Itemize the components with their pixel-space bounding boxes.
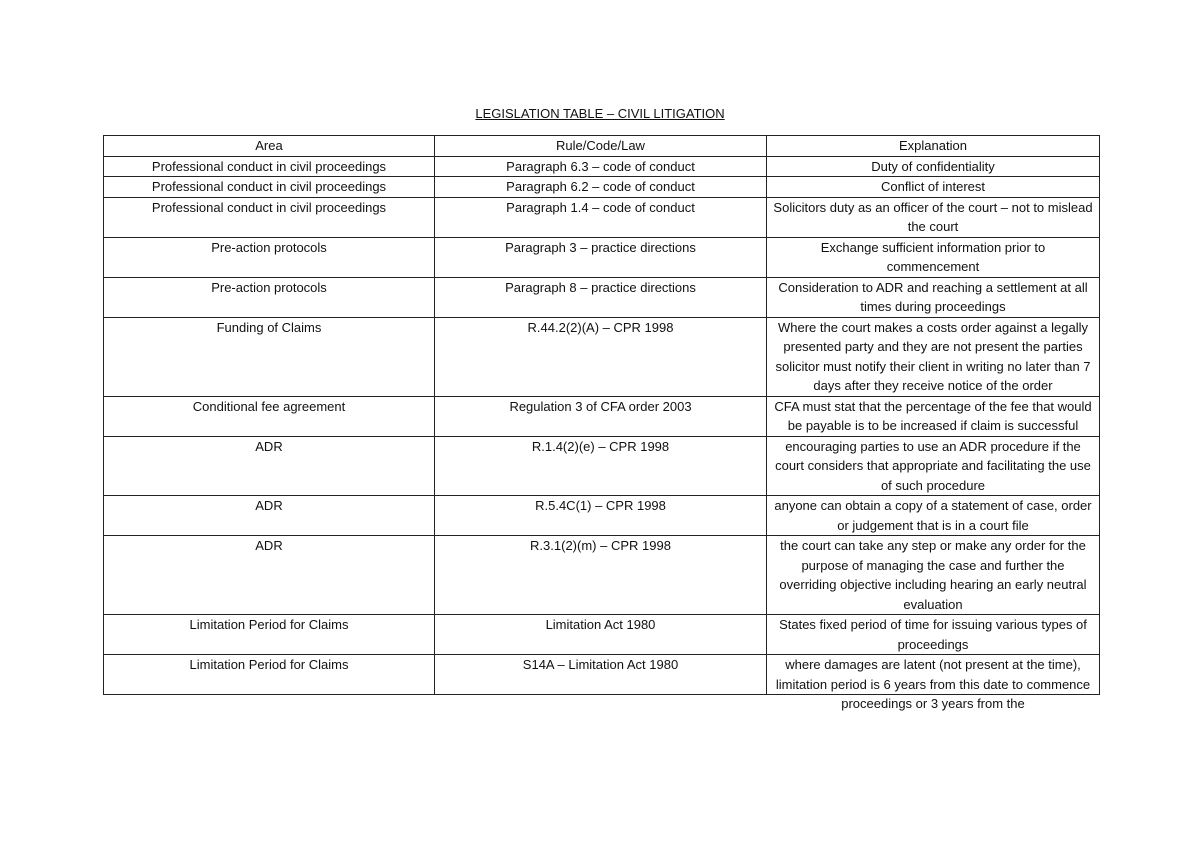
explanation-text: Conflict of interest — [880, 179, 986, 194]
cell-area: Professional conduct in civil proceedings — [104, 156, 435, 177]
header-area: Area — [104, 136, 435, 157]
cell-explanation — [767, 436, 1100, 496]
table-row — [104, 396, 1100, 436]
explanation-text: Consideration to ADR and reaching a settlement at all times during proceedings — [778, 279, 1088, 314]
cell-explanation — [767, 156, 1100, 177]
cell-area: ADR — [104, 536, 435, 615]
explanation-text: Duty of confidentiality — [871, 158, 995, 174]
cell-explanation — [767, 277, 1100, 317]
table-header-row — [104, 136, 1100, 157]
cell-area: Funding of Claims — [104, 317, 435, 396]
cell-area: Professional conduct in civil proceedings — [104, 177, 435, 198]
cell-rule: R.1.4(2)(e) – CPR 1998 — [435, 436, 767, 496]
explanation-text: CFA must stat that the percentage of the fee that would be payable is to be increased if claim is successful — [774, 398, 1092, 433]
cell-area: ADR — [104, 436, 435, 496]
table-row — [104, 156, 1100, 177]
cell-explanation — [767, 237, 1100, 277]
cell-explanation — [767, 615, 1100, 655]
table-row — [104, 317, 1100, 396]
cell-rule: Paragraph 1.4 – code of conduct — [435, 197, 767, 237]
explanation-text: Where the court makes a costs order against a legally presented party and they are not present the parties solicitor must notify their client in writing no later than 7 days after they receive notice of the order — [775, 319, 1091, 393]
explanation-text: Exchange sufficient information prior to commencement — [820, 239, 1046, 274]
header-explanation: Explanation — [767, 136, 1100, 157]
cell-area: Pre-action protocols — [104, 237, 435, 277]
cell-rule: R.44.2(2)(A) – CPR 1998 — [435, 317, 767, 396]
explanation-text: Solicitors duty as an officer of the court – not to mislead the court — [773, 199, 1093, 234]
table-row — [104, 177, 1100, 198]
cell-rule: R.3.1(2)(m) – CPR 1998 — [435, 536, 767, 615]
cell-area: ADR — [104, 496, 435, 536]
cell-explanation — [767, 396, 1100, 436]
table-row — [104, 197, 1100, 237]
cell-rule: Limitation Act 1980 — [435, 615, 767, 655]
cell-rule: Paragraph 8 – practice directions — [435, 277, 767, 317]
legislation-table — [103, 135, 1100, 711]
explanation-text: States fixed period of time for issuing various types of proceedings — [779, 617, 1087, 652]
cell-area: Limitation Period for Claims — [104, 615, 435, 655]
cell-rule: Regulation 3 of CFA order 2003 — [435, 396, 767, 436]
cell-explanation — [767, 317, 1100, 396]
table-row — [104, 655, 1100, 695]
cell-rule: Paragraph 3 – practice directions — [435, 237, 767, 277]
cell-rule: R.5.4C(1) – CPR 1998 — [435, 496, 767, 536]
cell-area: Professional conduct in civil proceedings — [104, 197, 435, 237]
explanation-text: where damages are latent (not present at the time), limitation period is 6 years from this date to commence proceedings or 3 years from the — [775, 657, 1091, 711]
explanation-text: encouraging parties to use an ADR procedure if the court considers that appropriate and facilitating the use of such procedure — [775, 438, 1091, 493]
cell-area: Conditional fee agreement — [104, 396, 435, 436]
explanation-text: the court can take any step or make any order for the purpose of managing the case and further the overriding objective including hearing an early neutral evaluation — [779, 538, 1087, 612]
cell-explanation — [767, 536, 1100, 615]
table-row — [104, 536, 1100, 615]
header-rule: Rule/Code/Law — [435, 136, 767, 157]
cell-area: Limitation Period for Claims — [104, 655, 435, 695]
table-row — [104, 615, 1100, 655]
cell-rule: Paragraph 6.2 – code of conduct — [435, 177, 767, 198]
table-row — [104, 237, 1100, 277]
cell-rule: Paragraph 6.3 – code of conduct — [435, 156, 767, 177]
cell-rule: S14A – Limitation Act 1980 — [435, 655, 767, 695]
document-title: LEGISLATION TABLE – CIVIL LITIGATION — [475, 106, 725, 121]
table-row — [104, 436, 1100, 496]
table-row — [104, 496, 1100, 536]
cell-explanation — [767, 177, 1100, 198]
table-row — [104, 277, 1100, 317]
cell-explanation — [767, 655, 1100, 711]
cell-area: Pre-action protocols — [104, 277, 435, 317]
cell-explanation — [767, 197, 1100, 237]
explanation-text: anyone can obtain a copy of a statement of case, order or judgement that is in a court file — [774, 498, 1092, 533]
cell-explanation — [767, 496, 1100, 536]
